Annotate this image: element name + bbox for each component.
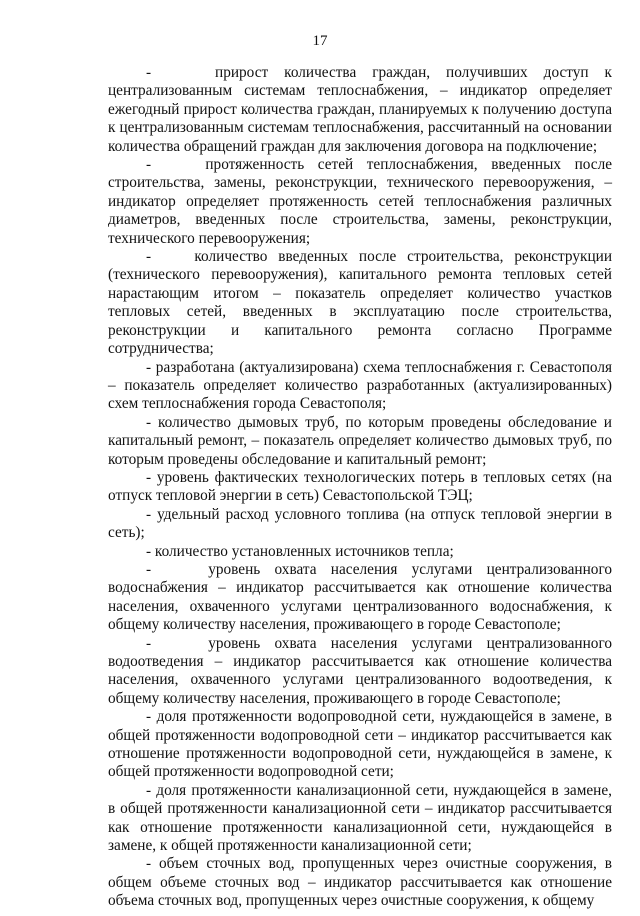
paragraph-wastewater-treatment: - объем сточных вод, пропущенных через очистные сооружения, в общем объеме сточных вод – индикатор рассчитывается как отношение объема сточных вод, пропущенных через очистные сооружения, к общему (108, 855, 612, 910)
paragraph-citizens-access-growth: - прирост количества граждан, получивших доступ к централизованным системам теплоснабжения, – индикатор определяет ежегодный прирост количества граждан, планируемых к получению доступа к централизованным системам теплоснабжения, рассчитанный на основании количества обращений граждан для заключения договора на подключение; (108, 64, 612, 155)
paragraph-heat-sources: - количество установленных источников тепла; (146, 542, 454, 560)
paragraph-heat-network-sections: - количество введенных после строительства, реконструкции (технического перевооружения), капитального ремонта тепловых сетей нарастающим итогом – показатель определяет количество участков тепловых сетей, введенных в эксплуатацию после строительства, реконструкции и капитального ремонта согласно Программе сотрудничества; (108, 248, 612, 358)
paragraph-heat-supply-scheme: - разработана (актуализирована) схема теплоснабжения г. Севастополя – показатель определяет количество разработанных (актуализированных) схем теплоснабжения города Севастополя; (108, 358, 612, 413)
paragraph-water-network-replacement: - доля протяженности водопроводной сети, нуждающейся в замене, в общей протяженности водопроводной сети – индикатор рассчитывается как отношение протяженности водопроводной сети, нуждающейся в замене, к общей протяженности водопроводной сети; (108, 708, 612, 781)
paragraph-chimneys: - количество дымовых труб, по которым проведены обследование и капитальный ремонт, – показатель определяет количество дымовых труб, по которым проведены обследование и капитальный ремонт; (108, 413, 612, 468)
document-body (108, 64, 612, 911)
paragraph-heat-network-length: - протяженность сетей теплоснабжения, введенных после строительства, замены, реконструкции, технического перевооружения, – индикатор определяет протяженность сетей теплоснабжения различных диаметров, введенных после строительства, замены, реконструкции, технического перевооружения; (108, 156, 612, 247)
paragraph-sewer-network-replacement: - доля протяженности канализационной сети, нуждающейся в замене, в общей протяженности канализационной сети – индикатор рассчитывается как отношение протяженности канализационной сети, нуждающейся в замене, к общей протяженности канализационной сети; (108, 781, 612, 855)
paragraph-sewerage-coverage: - уровень охвата населения услугами централизованного водоотведения – индикатор рассчитывается как отношение количества населения, охваченного услугами централизованного водоотведения, к общему количеству населения, проживающего в городе Севастополе; (108, 634, 612, 707)
paragraph-water-supply-coverage: - уровень охвата населения услугами централизованного водоснабжения – индикатор рассчитывается как отношение количества населения, охваченного услугами централизованного водоснабжения, к общему количеству населения, проживающего в городе Севастополе; (108, 560, 612, 634)
paragraph-fuel-consumption: - удельный расход условного топлива (на отпуск тепловой энергии в сеть); (108, 505, 612, 542)
page-number: 17 (312, 33, 328, 49)
paragraph-heat-losses: - уровень фактических технологических потерь в тепловых сетях (на отпуск тепловой энергии в сеть) Севастопольской ТЭЦ; (108, 468, 612, 505)
